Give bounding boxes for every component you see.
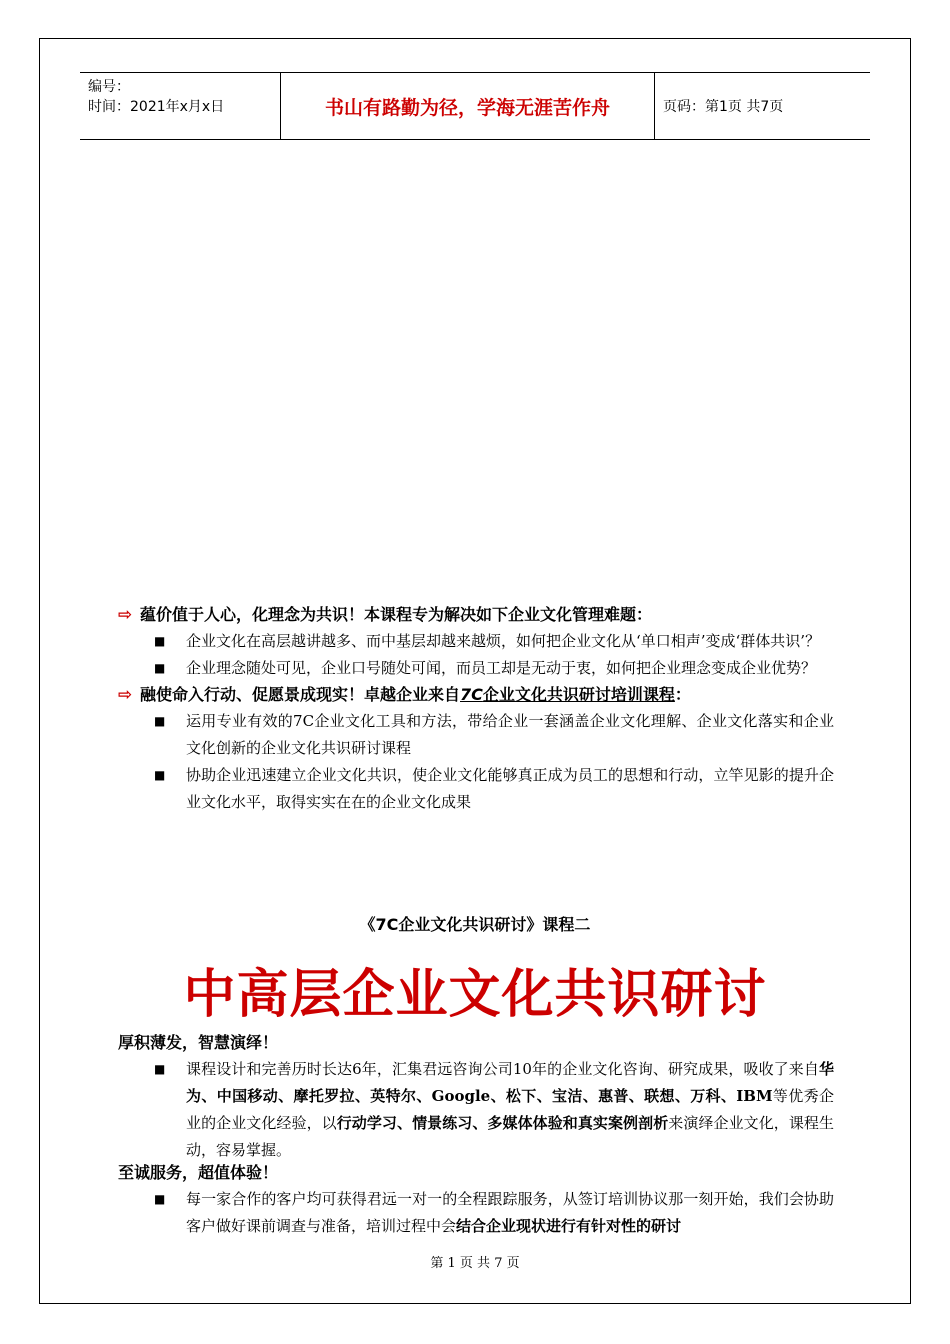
header-meta xyxy=(80,73,281,139)
text-part: 等优秀企业的企业文化经验，以 xyxy=(186,1087,834,1132)
square-bullet-icon: ■ xyxy=(154,661,166,675)
list-item xyxy=(118,628,834,655)
list-item xyxy=(118,655,834,682)
square-bullet-icon: ■ xyxy=(154,1192,166,1206)
course-subtitle: 《7C企业文化共识研讨》课程二 xyxy=(359,915,591,934)
course-title: 中高层企业文化共识研讨 xyxy=(183,965,767,1025)
intro-section xyxy=(118,602,834,816)
lead-text: 蕴价值于人心，化理念为共识！本课程专为解决如下企业文化管理难题： xyxy=(140,605,653,624)
text-part: 每一家合作的客户均可获得君远一对一的全程跟踪服务，从签订培训协议那一刻开始，我们会协助客户做好课前调查与准备，培训过程中会 xyxy=(186,1190,834,1235)
text-part-bold: 结合企业现状进行有针对性的研讨 xyxy=(456,1217,682,1235)
list-item xyxy=(118,1186,834,1240)
section-heading: 厚积薄发，智慧演绎！ xyxy=(118,1033,279,1052)
right-arrow-icon: ⇨ xyxy=(118,605,133,625)
list-item xyxy=(118,708,834,762)
square-bullet-icon: ■ xyxy=(154,1062,166,1076)
header-motto: 书山有路勤为径，学海无涯苦作舟 xyxy=(281,73,655,139)
lead-suffix: ： xyxy=(674,685,691,704)
section-1 xyxy=(118,1030,834,1164)
page-footer: 第 1 页 共 7 页 xyxy=(430,1256,520,1271)
square-bullet-icon: ■ xyxy=(154,634,166,648)
number-label: 编号： xyxy=(88,79,130,95)
list-item xyxy=(118,762,834,816)
square-bullet-icon: ■ xyxy=(154,768,166,782)
intro-lead-1 xyxy=(118,602,834,628)
header-page-label: 页码：第1页 共7页 xyxy=(663,99,784,115)
text-part: 来演绎企业文化，课程生动，容易掌握。 xyxy=(186,1114,834,1159)
lead-emph-italic: 7C xyxy=(460,685,483,704)
text-part: 课程设计和完善历时长达6年，汇集君远咨询公司10年的企业文化咨询、研究成果，吸收了来自 xyxy=(186,1060,819,1078)
section-2 xyxy=(118,1160,834,1240)
bullet-text: 协助企业迅速建立企业文化共识，使企业文化能够真正成为员工的思想和行动，立竿见影的提升企业文化水平，取得实实在在的企业文化成果 xyxy=(186,766,834,811)
bullet-text xyxy=(186,1186,834,1240)
bullet-text: 运用专业有效的7C企业文化工具和方法，带给企业一套涵盖企业文化理解、企业文化落实和企业文化创新的企业文化共识研讨课程 xyxy=(186,712,834,757)
right-arrow-icon: ⇨ xyxy=(118,685,133,705)
lead-text xyxy=(140,682,691,708)
lead-prefix: 融使命入行动、促愿景成现实！卓越企业来自 xyxy=(140,685,461,704)
page-header xyxy=(80,72,870,140)
bullet-text: 企业理念随处可见，企业口号随处可闻，而员工却是无动于衷，如何把企业理念变成企业优势？ xyxy=(186,659,817,677)
list-item xyxy=(118,1056,834,1164)
text-part-bold: 华为、中国移动、摩托罗拉、英特尔、Google、松下、宝洁、惠普、联想、万科、IBM xyxy=(186,1060,834,1105)
text-part-bold: 行动学习、情景练习、多媒体体验和真实案例剖析 xyxy=(336,1114,669,1132)
section-heading: 至诚服务，超值体验！ xyxy=(118,1163,279,1182)
square-bullet-icon: ■ xyxy=(154,714,166,728)
time-label: 时间：2021年x月x日 xyxy=(88,99,225,115)
intro-lead-2 xyxy=(118,682,834,708)
bullet-text: 企业文化在高层越讲越多、而中基层却越来越烦，如何把企业文化从‘单口相声’变成‘群体共识’？ xyxy=(186,632,821,650)
lead-emph: 企业文化共识研讨培训课程 xyxy=(482,685,675,704)
bullet-text xyxy=(186,1056,834,1164)
